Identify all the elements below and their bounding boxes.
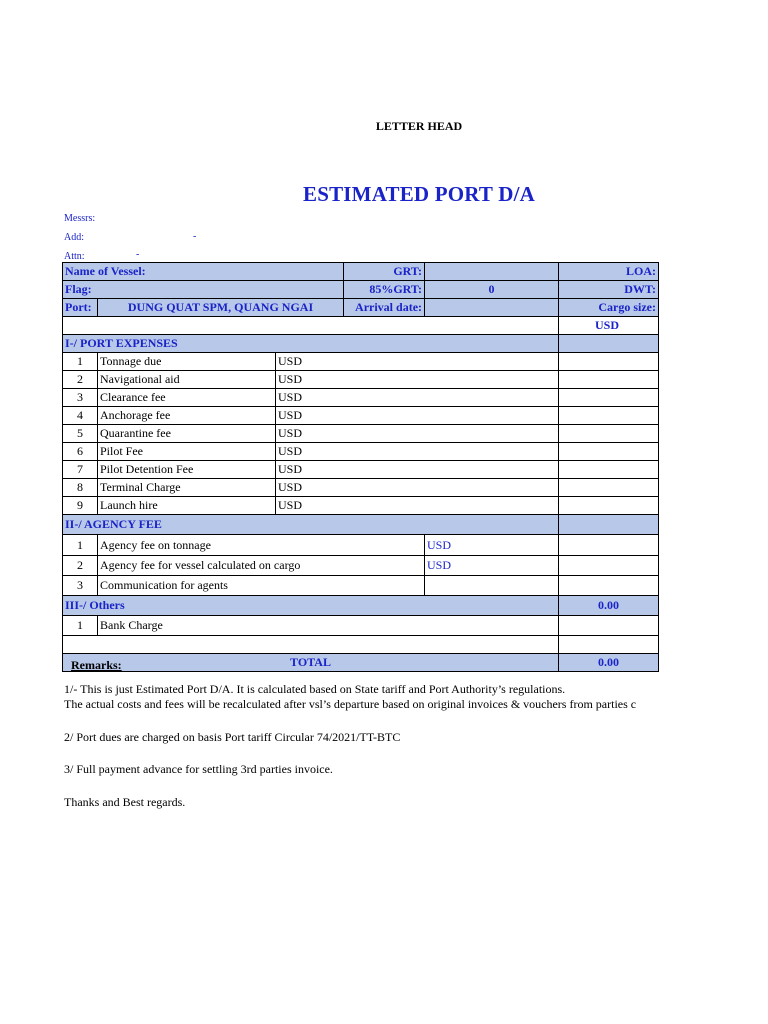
grt85-label: 85%GRT: [344,281,425,299]
remark-line-1: 1/- This is just Estimated Port D/A. It is calculated based on State tariff and Port Authority’s regulations. [64,682,566,696]
blank-row [63,636,659,654]
vessel-name-label: Name of Vessel: [63,263,344,281]
flag-label: Flag: [63,281,344,299]
table-row: 3 Clearance fee USD [63,389,659,407]
attn-label: Attn: [64,251,85,262]
table-row: 2 Agency fee for vessel calculated on cargo USD [63,556,659,576]
port-expenses-heading-row [63,335,659,353]
table-row: 2 Navigational aid USD [63,371,659,389]
add-dash: - [193,231,197,242]
total-value: 0.00 [559,654,659,672]
table-row: 4 Anchorage fee USD [63,407,659,425]
table-row: 7 Pilot Detention Fee USD [63,461,659,479]
messrs-label: Messrs: [64,213,96,224]
table-row: 1 Bank Charge [63,616,659,636]
letter-head: LETTER HEAD [375,119,463,133]
loa-label: LOA: [559,263,659,281]
currency-label: USD [559,317,659,335]
port-da-table [62,262,659,672]
others-total: 0.00 [559,596,659,616]
total-row [63,654,659,672]
agency-fee-heading: II-/ AGENCY FEE [63,515,559,535]
port-label: Port: [63,299,98,317]
remark-line-3: 2/ Port dues are charged on basis Port tariff Circular 74/2021/TT-BTC [64,730,401,744]
grt-value [425,263,559,281]
others-heading-row [63,596,659,616]
closing-text: Thanks and Best regards. [64,795,186,809]
remark-line-2: The actual costs and fees will be recalculated after vsl’s departure based on original invoices & vouchers from parties c [64,697,637,711]
vessel-row-3 [63,299,659,317]
page-title: ESTIMATED PORT D/A [303,182,535,206]
grt-label: GRT: [344,263,425,281]
vessel-row-2 [63,281,659,299]
attn-dash: - [136,249,140,260]
port-value: DUNG QUAT SPM, QUANG NGAI [98,299,344,317]
table-row: 1 Tonnage due USD [63,353,659,371]
cargo-label: Cargo size: [559,299,659,317]
remark-line-4: 3/ Full payment advance for settling 3rd parties invoice. [64,762,333,776]
table-row: 1 Agency fee on tonnage USD [63,535,659,556]
dwt-label: DWT: [559,281,659,299]
total-label: TOTAL [63,654,559,672]
port-expenses-heading: I-/ PORT EXPENSES [63,335,559,353]
table-row: 6 Pilot Fee USD [63,443,659,461]
table-row: 3 Communication for agents [63,576,659,596]
table-row: 9 Launch hire USD [63,497,659,515]
vessel-row-1 [63,263,659,281]
grt85-value: 0 [425,281,559,299]
add-label: Add: [64,232,84,243]
others-heading: III-/ Others [63,596,559,616]
table-row: 5 Quarantine fee USD [63,425,659,443]
remarks-title: Remarks: [71,658,122,672]
arrival-label: Arrival date: [344,299,425,317]
table-row: 8 Terminal Charge USD [63,479,659,497]
arrival-value [425,299,559,317]
currency-row [63,317,659,335]
agency-fee-heading-row [63,515,659,535]
